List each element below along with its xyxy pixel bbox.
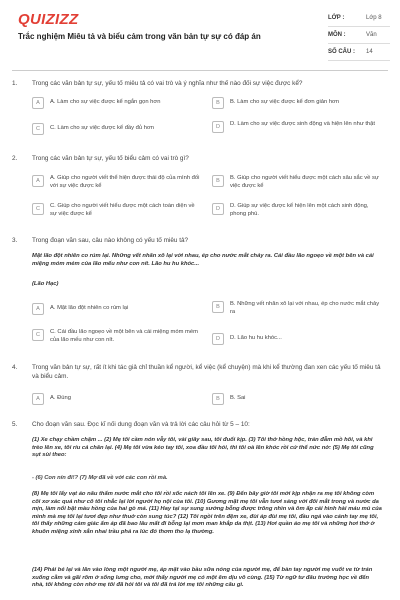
option-text: D. Giúp sự việc được kể hiện lên một cách sinh động, phong phú.: [230, 203, 369, 217]
option-text: B. Sai: [230, 395, 246, 401]
meta-value: Văn: [366, 32, 377, 38]
option-letter-box: A: [32, 175, 44, 187]
q2-option-a[interactable]: [32, 175, 202, 190]
q4-option-b[interactable]: [212, 393, 382, 405]
option-letter-box: A: [32, 393, 44, 405]
q4-option-a[interactable]: [32, 393, 202, 405]
option-letter-box: D: [212, 121, 224, 133]
q1-option-c[interactable]: [32, 123, 202, 135]
question-number: 3.: [12, 237, 18, 244]
meta-row-grade: [328, 10, 390, 27]
q3-option-c[interactable]: [32, 329, 202, 344]
option-letter-box: B: [212, 393, 224, 405]
q5-paragraph-1: (1) Xe chạy chầm chậm ... (2) Mẹ tôi cầm nón vẫy tôi, vài giây sau, tôi đuổi kịp. (3) Tôi thở hồng hộc, trán đẫm mồ hôi, và khi trèo lên xe, tôi ríu cả chân lại. (4) Mẹ tôi vừa kéo tay tôi, xoa đầu tôi hỏi, thì tôi oà lên khóc rồi cứ thế nức nở: (5) Mẹ tôi cũng sụt sùi theo:: [32, 437, 374, 459]
question-text: Trong văn bản tự sự, rất ít khi tác giả chỉ thuần kể người, kể việc (kể chuyện) mà khi kể thường đan xen các yếu tố miêu tả và biểu cảm.: [32, 364, 381, 380]
meta-row-subject: [328, 27, 390, 44]
option-letter-box: B: [212, 97, 224, 109]
meta-value: Lớp 8: [366, 15, 382, 21]
question-text: Trong các văn bản tự sự, yếu tố biểu cảm có vai trò gì?: [32, 155, 189, 162]
q1-option-a[interactable]: [32, 97, 202, 109]
q2-option-b[interactable]: [212, 175, 382, 190]
option-text: A. Mặt lão đột nhiên co rúm lại: [50, 305, 129, 311]
q5-paragraph-3: (8) Mẹ tôi lấy vạt áo nâu thấm nước mắt cho tôi rồi xốc nách tôi lên xe. (9) Đến bây giờ tôi mới kịp nhận ra mẹ tôi không còm cõi xơ xác quá như cô tôi nhắc lại lời người họ nội của tôi. (10) Gương mặt mẹ tôi vẫn tươi sáng với đôi mắt trong và nước da mịn, làm nổi bật màu hồng của hai gò má. (11) Hay tại sự sung sướng bỗng được trông nhìn và ôm ấp cái hình hài máu mủ của mình mà mẹ tôi lại tươi đẹp như thuở còn sung túc? (12) Tôi ngồi trên đệm xe, đùi áp đùi mẹ tôi, đầu ngả vào cánh tay mẹ tôi, tôi thấy những cảm giác ấm áp đã bao lâu mất đi bỗng lại mơn man khắp da thịt. (13) Hơi quần áo mẹ tôi và những hơi thở ở khuôn miệng xinh xắn nhai trầu phả ra lúc đó thơm tho lạ thường.: [32, 491, 382, 535]
option-text: C. Cái đầu lão ngoẹo về một bên và cái miệng móm mém của lão mếu như con nít.: [50, 329, 198, 343]
option-letter-box: C: [32, 123, 44, 135]
option-letter-box: D: [212, 333, 224, 345]
q2-option-d[interactable]: [212, 203, 382, 218]
q2-option-c[interactable]: [32, 203, 202, 218]
meta-value: 14: [366, 49, 373, 55]
meta-label: LỚP :: [328, 15, 345, 21]
option-letter-box: D: [212, 203, 224, 215]
q3-option-a[interactable]: [32, 303, 202, 315]
option-text: D. Lão hu hu khóc...: [230, 335, 282, 341]
option-text: B. Giúp cho người viết hiểu được một cách sâu sắc về sự việc được kể: [230, 175, 379, 189]
option-text: D. Làm cho sự việc được sinh động và hiện lên như thật: [230, 121, 375, 127]
header-divider: [12, 70, 388, 71]
q3-passage: Mặt lão đột nhiên co rúm lại. Những vết nhăn xô lại với nhau, ép cho nước mắt chảy ra. Cái đầu lão ngoẹo về một bên và cái miệng móm mém của lão mếu như con nít. Lão hu hu khóc...: [32, 253, 374, 267]
meta-panel: [328, 10, 390, 61]
worksheet-header: [0, 0, 400, 66]
option-text: C. Giúp cho người viết hiểu được một cách toàn diện về sự việc được kể: [50, 203, 195, 217]
option-text: B. Làm cho sự việc được kể đơn giản hơn: [230, 99, 340, 105]
question-text: Trong đoạn văn sau, câu nào không có yếu tố miêu tả?: [32, 237, 189, 244]
q5-paragraph-2: [32, 475, 382, 483]
quizizz-logo: QUIZIZZ: [18, 11, 79, 28]
option-text: A. Giúp cho người viết thể hiện được thái độ của mình đối với sự việc được kể: [50, 175, 200, 189]
page-title: Trắc nghiệm Miêu tả và biểu cảm trong văn bản tự sự có đáp án: [18, 32, 261, 41]
dialogue-line: - (6) Con nín đi!? (7) Mợ đã về với các con rồi mà.: [32, 475, 168, 481]
q1-option-d[interactable]: [212, 121, 382, 133]
meta-label: SỐ CÂU :: [328, 49, 355, 55]
q3-option-d[interactable]: [212, 333, 382, 345]
question-text: Cho đoạn văn sau. Đọc kĩ nối dung đoạn văn và trả lời các câu hỏi từ 5 – 10:: [32, 421, 250, 428]
meta-row-count: [328, 44, 390, 61]
question-number: 2.: [12, 155, 18, 162]
option-letter-box: A: [32, 97, 44, 109]
option-text: C. Làm cho sự việc được kể đầy đủ hơn: [50, 125, 154, 131]
option-text: A. Làm cho sự việc được kể ngắn gọn hơn: [50, 99, 161, 105]
option-text: B. Những vết nhăn xô lại với nhau, ép cho nước mắt chảy ra: [230, 301, 380, 315]
q5-paragraph-4: (14) Phải bé lại và lăn vào lòng một người mẹ, áp mặt vào bầu sữa nóng của người mẹ, để bàn tay người mẹ vuốt ve từ trán xuống cằm và gãi rôm ở sống lưng cho, mới thấy người mẹ có một êm dịu vô cùng. (15) Từ ngữ tư đâu trường học về đến nhà, tôi không còn nhớ mẹ tôi đã hỏi tôi và tôi đã trả lời mẹ tôi những câu gì.: [32, 567, 373, 589]
option-letter-box: C: [32, 329, 44, 341]
question-text: Trong các văn bản tự sự, yếu tố miêu tả có vai trò và ý nghĩa như thế nào đối sự việc được kể?: [32, 80, 303, 87]
option-letter-box: A: [32, 303, 44, 315]
q1-option-b[interactable]: [212, 97, 382, 109]
q3-option-b[interactable]: [212, 301, 382, 316]
question-number: 4.: [12, 364, 18, 371]
option-text: A. Đúng: [50, 395, 71, 401]
option-letter-box: C: [32, 203, 44, 215]
question-number: 1.: [12, 80, 18, 87]
meta-label: MÔN :: [328, 32, 346, 38]
option-letter-box: B: [212, 301, 224, 313]
option-letter-box: B: [212, 175, 224, 187]
q3-source: (Lão Hạc): [32, 281, 59, 287]
question-number: 5.: [12, 421, 18, 428]
